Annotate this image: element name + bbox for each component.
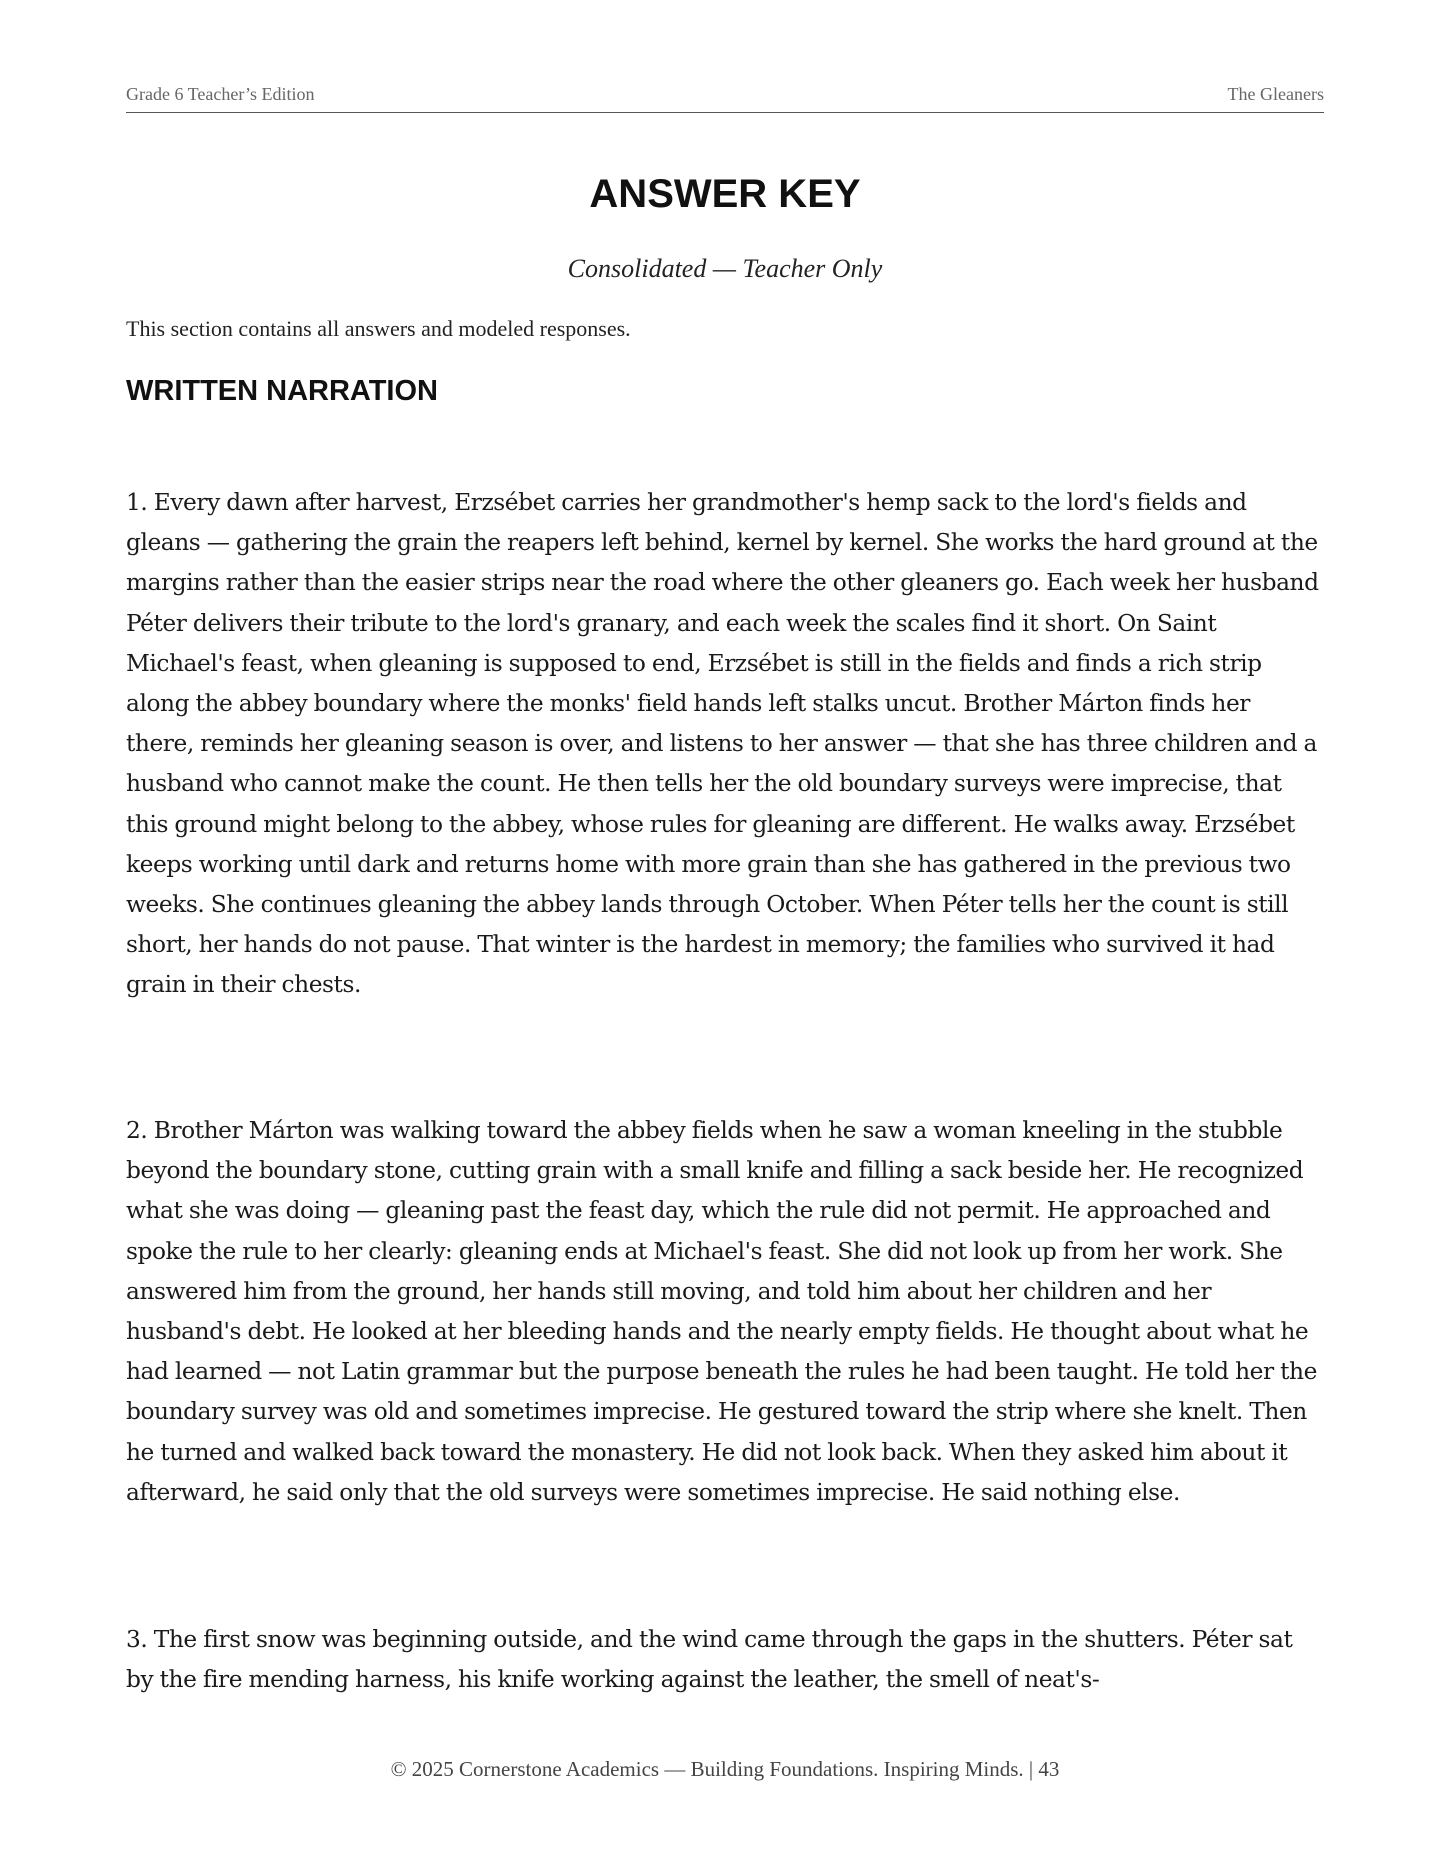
answer-paragraph-2: 2. Brother Márton was walking toward the abbey fields when he saw a woman kneeling in the stubble beyond the boundary stone, cutting grain with a small knife and filling a sack beside her. He recognized what she was doing — gleaning past the feast day, which the rule did not permit. He approached and spoke the rule to her clearly: gleaning ends at Michael's feast. She did not look up from her work. She answered him from the ground, her hands still moving, and told him about her children and her husband's debt. He looked at her bleeding hands and the nearly empty fields. He thought about what he had learned — not Latin grammar but the purpose beneath the rules he had been taught. He told her the boundary survey was old and sometimes imprecise. He gestured toward the strip where she knelt. Then he turned and walked back toward the monastery. He did not look back. When they asked him about it afterward, he said only that the old surveys were sometimes imprecise. He said nothing else. — [126, 1117, 1317, 1506]
answer-paragraph-1: 1. Every dawn after harvest, Erzsébet carries her grandmother's hemp sack to the lord's fields and gleans — gathering the grain the reapers left behind, kernel by kernel. She works the hard ground at the margins rather than the easier strips near the road where the other gleaners go. Each week her husband Péter delivers their tribute to the lord's granary, and each week the scales find it short. On Saint Michael's feast, when gleaning is supposed to end, Erzsébet is still in the fields and finds a rich strip along the abbey boundary where the monks' field hands left stalks uncut. Brother Márton finds her there, reminds her gleaning season is over, and listens to her answer — that she has three children and a husband who cannot make the count. He then tells her the old boundary surveys were imprecise, that this ground might belong to the abbey, whose rules for gleaning are different. He walks away. Erzsébet keeps working until dark and returns home with more grain than she has gathered in the previous two weeks. She continues gleaning the abbey lands through October. When Péter tells her the count is still short, her hands do not pause. That winter is the hardest in memory; the families who survived it had grain in their chests. — [126, 489, 1319, 999]
header-story-title: The Gleaners — [1227, 84, 1324, 104]
answer-paragraph-3: 3. The first snow was beginning outside, and the wind came through the gaps in the shutters. Péter sat by the fire mending harness, his knife working against the leather, the smell of neat's- — [126, 1626, 1293, 1694]
page-title: ANSWER KEY — [589, 172, 861, 216]
section-heading: WRITTEN NARRATION — [126, 375, 438, 407]
header-grade-label: Grade 6 Teacher’s Edition — [126, 84, 315, 104]
page-subtitle: Consolidated — Teacher Only — [567, 254, 883, 283]
running-header — [126, 84, 1324, 113]
page-footer: © 2025 Cornerstone Academics — Building Foundations. Inspiring Minds. | 43 — [390, 1757, 1060, 1781]
intro-text: This section contains all answers and modeled responses. — [126, 316, 631, 341]
